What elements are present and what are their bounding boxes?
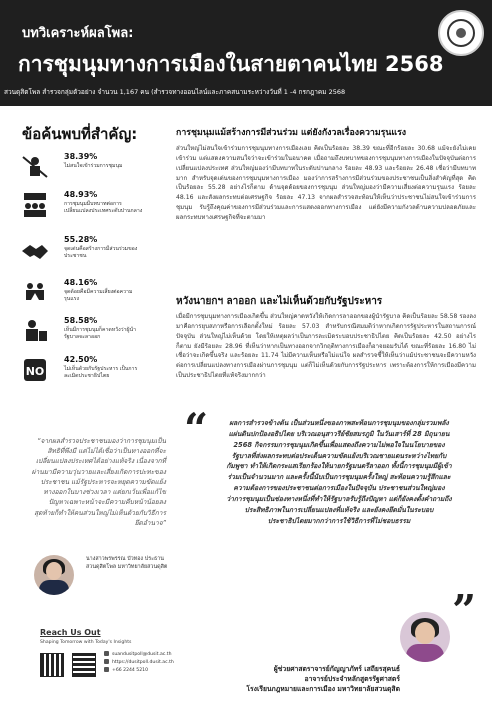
no-sign-icon xyxy=(20,357,50,383)
finding-text: จุดเด่นคือสร้างการมีส่วนร่วมของประชาชน xyxy=(64,246,138,260)
handshake-icon xyxy=(20,237,50,263)
finding-value: 38.39% xyxy=(64,152,98,161)
finding-value: 48.93% xyxy=(64,190,98,199)
crowd-protest-icon xyxy=(20,192,50,218)
section-body: เมื่อมีการชุมนุมทางการเมืองเกิดขึ้น ส่วนใหญ่คาดหวังให้เกิดการลาออกของผู้นำรัฐบาล คิดเป็นร้อยละ 58.58 รองลงมาคือการยุบสภาหรือการเลือกตั้งใหม่ ร้อยละ 57.03 สำหรับกรณีสมมติว่าหากเกิดการรัฐประหารในสถานการณ์ปัจจุบัน ส่วนใหญ่ไม่เห็นด้วย โดยให้เหตุผลว่าเป็นการละเมิดระบอบประชาธิปไตย คิดเป็นร้อยละ 42.50 อย่างไรก็ตาม ยังมีร้อยละ 28.96 ที่เห็นว่าหากเป็นทางออกจากวิกฤติทางการเมืองก็อาจยอมรับได้ ขณะที่ร้อยละ 16.80 ไม่เชื่อว่าจะเกิดขึ้นจริง และร้อยละ 11.74 ไม่มีความเห็นหรือไม่แน่ใจ ผลสำรวจชี้ให้เห็นว่าแม้ประชาชนจะมีความหวังต่อการเปลี่ยนแปลงทางการเมืองผ่านการชุมนุม แต่ก็ไม่เห็นด้วยกับการรัฐประหาร เพราะต้องการให้การเมืองมีความเป็นประชาธิปไตยที่แท้จริงมากกว่า xyxy=(176,313,476,380)
survey-subtitle: สวนดุสิตโพล สำรวจกลุ่มตัวอย่าง จำนวน 1,167 คน (สำรวจทางออนไลน์และภาคสนามระหว่างวันที่ 1 -4 กรกฎาคม 2568 xyxy=(4,88,346,96)
contact-list xyxy=(104,651,174,675)
page-title: การชุมนุมทางการเมืองในสายตาคนไทย 2568 xyxy=(18,52,444,76)
reach-us-tagline: Shaping Tomorrow with Today's Insights xyxy=(40,640,132,645)
expert-quote: “จากผลสำรวจประชาชนมองว่าการชุมนุมเป็นสิทธิที่พึงมี แต่ไม่ได้เชื่อว่าเป็นทางออกที่จะเปลี่ยนแปลงประเทศได้อย่างแท้จริง เนื่องจากที่ผ่านมามีความวุ่นวายและเสี่ยงเกิดการปะทะของประชาชน แม้รัฐประหารจะหยุดความขัดแย้งทางออกในบางช่วงเวลา แต่ยกเว้นเพื่อแก้ไขปัญหาเฉพาะหน้าจะมีความคืบหน้าน้อยลง สุดท้ายก็ทำให้คนส่วนใหญ่ไม่เห็นด้วยกับวิธีการยึดอำนาจ” xyxy=(31,437,166,527)
website-link[interactable]: https://dusitpoll.dusit.ac.th xyxy=(112,660,174,666)
open-quote-icon: “ xyxy=(184,404,209,453)
contact-website[interactable] xyxy=(104,659,174,667)
main-quote: ผลการสำรวจข้างต้น เป็นส่วนหนึ่งของภาพสะท้อนการชุมนุมของกลุ่มรวมพลังแผ่นดินปกป้องอธิปไตย บริเวณอนุสาวรีย์ชัยสมรภูมิ ในวันเสาร์ที่ 28 มิถุนายน 2568 กิจกรรมการชุมนุมเกิดขึ้นเพื่อแสดงถึงความไม่พอใจในนโยบายของรัฐบาลที่ส่งผลกระทบต่อประเด็นความขัดแย้งบริเวณชายแดนระหว่างไทยกับกัมพูชา ทำให้เกิดกระแสเรียกร้องให้นายกรัฐมนตรีลาออก ทั้งนี้การชุมนุมมีผู้เข้าร่วมเป็นจำนวนมาก และครั้งนี้นับเป็นการชุมนุมครั้งใหญ่ สะท้อนความรู้สึกและความต้องการของประชาชนต่อการเมืองในปัจจุบัน ประชาชนส่วนใหญ่มองว่าการชุมนุมเป็นช่องทางหนึ่งที่ทำให้รัฐบาลรับรู้ถึงปัญหา แต่ก็ยังคงตั้งคำถามถึงประสิทธิภาพในการเปลี่ยนแปลงที่แท้จริง และยังคงยึดมั่นในระบอบประชาธิปไตยมากกว่าการใช้วิธีการที่ไม่ชอบธรรม xyxy=(226,419,452,525)
quote-caption xyxy=(200,664,400,695)
finding-text: ไม่สนใจเข้าร่วมการชุมนุม xyxy=(64,163,123,169)
globe-icon xyxy=(104,659,109,664)
qr-code-icon xyxy=(40,653,64,677)
warning-icon xyxy=(20,280,50,306)
section-heading: หวังนายกฯ ลาออก และไม่เห็นด้วยกับรัฐประหาร xyxy=(176,296,383,307)
section-body: ส่วนใหญ่ไม่สนใจเข้าร่วมการชุมนุมทางการเมืองเลย คิดเป็นร้อยละ 38.39 ขณะที่อีกร้อยละ 30.68 แม้จะยังไม่เคยเข้าร่วม แต่แสดงความสนใจว่าจะเข้าร่วมในอนาคต เมื่อถามถึงบทบาทของการชุมนุมทางการเมืองในปัจจุบันต่อการเปลี่ยนแปลงประเทศ ส่วนใหญ่มองว่ามีบทบาทในระดับปานกลาง ร้อยละ 48.93 และร้อยละ 26.48 เชื่อว่ามีบทบาทมาก สำหรับจุดเด่นของการชุมนุมทางการเมือง มองว่าการสร้างการมีส่วนร่วมของประชาชนเป็นสิ่งสำคัญที่สุด คิดเป็นร้อยละ 55.28 อย่างไรก็ตาม ด้านจุดด้อยของการชุมนุม ส่วนใหญ่มองว่ามีความเสี่ยงต่อความรุนแรง ร้อยละ 48.16 และสังผลกระทบต่อเศรษฐกิจ ร้อยละ 47.13 จากผลสำรวจสะท้อนให้เห็นว่าประชาชนไม่สนใจเข้าร่วมการชุมนุม รับรู้ถึงคุณค่าของการมีส่วนร่วมและการแสดงออกทางการเมือง แต่ยังมีความกังวลด้านความปลอดภัยและผลกระทบทางเศรษฐกิจที่จะตามมา xyxy=(176,145,476,222)
finding-text: จุดด้อยคือมีความเสี่ยงต่อความรุนแรง xyxy=(64,289,133,303)
caption-role: อาจารย์ประจำหลักสูตรรัฐศาสตร์ xyxy=(304,675,400,684)
phone-icon xyxy=(104,667,109,672)
expert-caption: นางสาวพรพรรณ บัวทอง ประธานสวนดุสิตโพล มหาวิทยาลัยสวนดุสิต xyxy=(86,556,168,570)
email-icon xyxy=(104,651,109,656)
phone-number[interactable]: +66 2244 5210 xyxy=(112,668,148,674)
section-heading: การชุมนุมแม้สร้างการมีส่วนร่วม แต่ยังกังวลเรื่องความรุนแรง xyxy=(176,128,407,138)
caption-name: ผู้ช่วยศาสตราจารย์กัญญาภัทร์ เสถียรสุคนธ์ xyxy=(273,665,400,673)
avatar xyxy=(400,612,450,662)
caption-org: โรงเรียนกฎหมายและการเมือง มหาวิทยาลัยสวนดุสิต xyxy=(246,685,400,694)
contact-phone[interactable] xyxy=(104,667,174,675)
finding-text: เห็นมีการชุมนุมก็คาดหวังว่าผู้นำรัฐบาลจะลาออก xyxy=(64,327,136,341)
avatar xyxy=(34,555,74,595)
reach-us-title: Reach Us Out xyxy=(40,628,101,637)
finding-value: 42.50% xyxy=(64,355,98,364)
finding-value: 55.28% xyxy=(64,235,98,244)
header-banner xyxy=(0,0,492,106)
contact-email[interactable] xyxy=(104,651,174,659)
finding-text: ไม่เห็นด้วยกับรัฐประหาร เป็นการละเมิดประชาธิปไตย xyxy=(64,366,138,380)
header-label: บทวิเคราะห์ผลโพล: xyxy=(22,26,134,41)
svg-text:NO: NO xyxy=(25,365,45,378)
qr-code-icon xyxy=(72,653,96,677)
email-link[interactable]: suandusitpoll@dusit.ac.th xyxy=(112,652,172,657)
finding-text: การชุมนุมมีบทบาทต่อการเปลี่ยนแปลงประเทศระดับปานกลาง xyxy=(64,201,143,215)
leader-resign-icon xyxy=(20,318,50,344)
findings-title: ข้อค้นพบที่สำคัญ: xyxy=(22,125,138,143)
finding-value: 48.16% xyxy=(64,278,98,287)
university-seal-icon xyxy=(438,10,484,56)
crossed-protest-icon xyxy=(20,154,50,180)
close-quote-icon: ” xyxy=(452,586,477,635)
finding-value: 58.58% xyxy=(64,316,98,325)
